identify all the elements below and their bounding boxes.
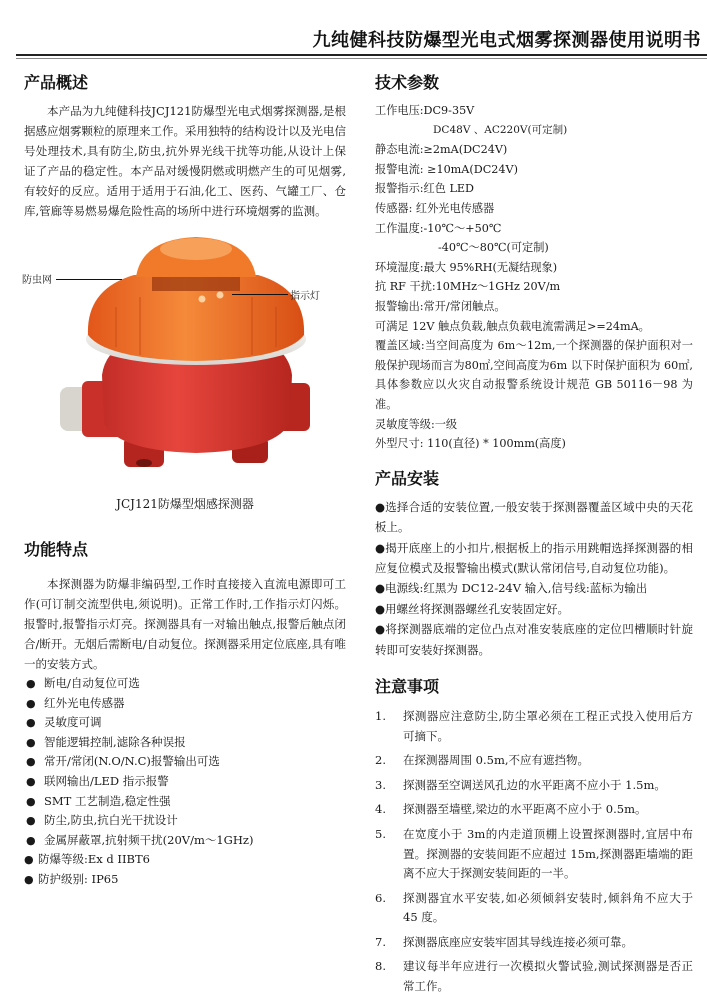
notes-heading: 注意事项: [375, 676, 440, 696]
spec-static-current: 静态电流:≥2mA(DC24V): [375, 143, 508, 157]
leader-insect-net: [56, 279, 122, 280]
features-heading: 功能特点: [24, 540, 89, 559]
specs-heading: 技术参数: [375, 73, 440, 92]
installation-list: [375, 497, 693, 660]
overview-heading: 产品概述: [24, 73, 89, 92]
document-title: 九纯健科技防爆型光电式烟雾探测器使用说明书: [312, 30, 701, 51]
list-item: 1. 探测器应注意防尘,防尘罩必须在工程正式投入使用后方可摘下。: [375, 708, 693, 743]
overview-text: 本产品为九纯健科技JCJ121防爆型光电式烟雾探测器,是根据感应烟雾颗粒的原理来工作。采用独特的结构设计以及光电信号处理技术,具有防尘,防虫,抗外界光线干扰等功能,从设计上保证了产品的稳定性。本产品对缓慢阴燃或明燃产生的可见烟雾,有较好的反应。适用于适用于石油,化工、医药、气罐工厂、仓库,管廊等易燃易爆危险性高的场所中进行环境烟雾的监测。: [24, 104, 346, 218]
list-item: 7. 探测器底座应安装牢固其导线连接必须可靠。: [375, 934, 633, 949]
page-header: [0, 0, 707, 60]
label-indicator: 指示灯: [290, 291, 320, 302]
notes-list: [375, 707, 693, 997]
spec-output: 报警输出:常开/常闭触点。: [375, 299, 506, 313]
spec-sensor: 传感器: 红外光电传感器: [375, 201, 495, 215]
leader-indicator: [232, 294, 288, 295]
spec-list: [375, 101, 693, 454]
list-item: ●选择合适的安装位置,一般安装于探测器覆盖区域中央的天花板上。: [375, 499, 693, 535]
list-item: ●用螺丝将探测器螺丝孔安装固定好。: [375, 601, 570, 616]
spec-alarm-indicator: 报警指示:红色 LED: [375, 182, 475, 196]
list-item: 5. 在宽度小于 3m的内走道顶棚上设置探测器时,宜居中布置。探测器的安装间距不应超过 15m,探测器距墙端的距离不应大于探测安装间距的一半。: [375, 826, 693, 881]
list-item: 6. 探测器宜水平安装,如必须倾斜安装时,倾斜角不应大于 45 度。: [375, 890, 693, 925]
list-item: ● 智能逻辑控制,滤除各种误报: [26, 734, 186, 749]
list-item: ●电源线:红黑为 DC12-24V 输入,信号线:蓝标为输出: [375, 581, 648, 596]
detector-illustration: [24, 227, 346, 497]
spec-humidity: 环境湿度:最大 95%RH(无凝结现象): [375, 260, 558, 274]
spec-voltage-custom: DC48V 、AC220V(可定制): [433, 123, 568, 136]
spec-rf: 抗 RF 干扰:10MHz～1GHz 20V/m: [375, 280, 561, 294]
list-item: ● 联网输出/LED 指示报警: [26, 773, 169, 788]
list-item: ●揭开底座上的小扣片,根据板上的指示用跳帽选择探测器的相应复位模式及报警输出模式(默认常闭信号,自动复位功能)。: [375, 540, 693, 575]
list-item: 2. 在探测器周围 0.5m,不应有遮挡物。: [375, 753, 590, 768]
list-item: ● 防爆等级:Ex d IIBT6: [24, 852, 150, 867]
right-column: [375, 60, 693, 999]
feature-list: [24, 674, 346, 890]
list-item: ● 断电/自动复位可选: [26, 676, 140, 690]
spec-load: 可满足 12V 触点负载,触点负载电流需满足>=24mA。: [375, 319, 650, 333]
product-figure: [24, 227, 346, 517]
installation-heading: 产品安装: [375, 468, 440, 488]
spec-alarm-current: 报警电流: ≥10mA(DC24V): [375, 162, 518, 176]
list-item: ● 防尘,防虫,抗白光干扰设计: [26, 813, 178, 828]
list-item: ● 红外光电传感器: [26, 695, 125, 710]
list-item: ● 金属屏蔽罩,抗射频干扰(20V/m～1GHz): [26, 832, 254, 847]
header-divider-thin: [16, 58, 707, 59]
list-item: ●将探测器底端的定位凸点对准安装底座的定位凹槽顺时针旋转即可安装好探测器。: [375, 622, 693, 657]
spec-temperature-custom: -40℃～80℃(可定制): [438, 241, 549, 255]
list-item: 8. 建议每半年应进行一次模拟火警试验,测试探测器是否正常工作。: [375, 959, 693, 994]
list-item: 3. 探测器至空调送风孔边的水平距离不应小于 1.5m。: [375, 777, 666, 792]
product-caption: JCJ121防爆型烟感探测器: [116, 497, 254, 511]
spec-coverage: 覆盖区域:当空间高度为 6m～12m,一个探测器的保护面积对一般保护现场而言为80㎡,空间高度为6m 以下时保护面积为 60㎡,具体参数应以火灾自动报警系统设计规范 GB 50116－98 为准。: [375, 339, 693, 411]
header-divider: [16, 54, 707, 56]
list-item: ● 常开/常闭(N.O/N.C)报警输出可选: [26, 754, 220, 769]
list-item: ● SMT 工艺制造,稳定性强: [26, 793, 171, 808]
spec-voltage: 工作电压:DC9-35V: [375, 104, 475, 117]
features-text: 本探测器为防爆非编码型,工作时直接接入直流电源即可工作(可订制交流型供电,须说明)。正常工作时,工作指示灯闪烁。报警时,报警指示灯亮。探测器具有一对输出触点,报警后触点闭合/断开。无烟后需断电/自动复位。探测器采用定位底座,具有唯一的安装方式。: [24, 577, 346, 671]
list-item: ● 灵敏度可调: [26, 715, 102, 730]
spec-dimensions: 外型尺寸: 110(直径) * 100mm(高度): [375, 437, 566, 451]
spec-sensitivity: 灵敏度等级:一级: [375, 417, 458, 431]
spec-temperature: 工作温度:-10℃～+50℃: [375, 221, 502, 235]
list-item: 4. 探测器至墙壁,梁边的水平距离不应小于 0.5m。: [375, 802, 647, 817]
list-item: ● 防护级别: IP65: [24, 871, 119, 886]
left-column: [24, 60, 346, 890]
label-insect-net: 防虫网: [22, 275, 52, 286]
